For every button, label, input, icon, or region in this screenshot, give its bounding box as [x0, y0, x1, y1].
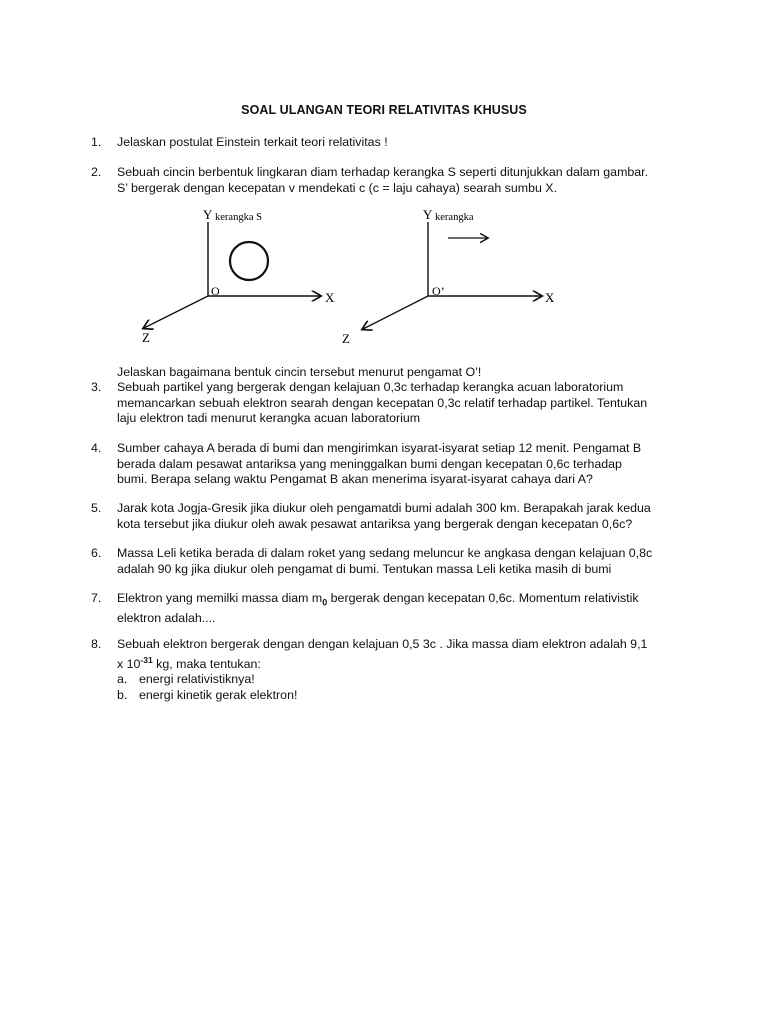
question-text-line: Jelaskan postulat Einstein terkait teori relativitas !: [117, 135, 388, 149]
question-number: 1.: [91, 135, 102, 149]
origin-label: O: [211, 284, 220, 298]
question-text-line: Jarak kota Jogja-Gresik jika diukur oleh pengamatdi bumi adalah 300 km. Berapakah jarak kedua: [117, 501, 651, 515]
y-axis-label: Y: [423, 207, 433, 222]
origin-label: O’: [432, 284, 445, 298]
question-number: 8.: [91, 637, 102, 651]
y-axis-label: Y: [203, 207, 213, 222]
question-text-line: Sebuah elektron bergerak dengan dengan kelajuan 0,5 3c . Jika massa diam elektron adalah 9,1: [117, 637, 648, 651]
question-5: [91, 501, 674, 532]
text-fragment: bergerak dengan kecepatan 0,6c. Momentum relativistik: [327, 591, 639, 605]
subitem-text: energi kinetik gerak elektron!: [139, 687, 298, 702]
question-text-line: adalah 90 kg jika diukur oleh pengamat di bumi. Tentukan massa Leli ketika masih di bumi: [117, 561, 612, 576]
subitem-text: energi relativistiknya!: [139, 672, 255, 687]
frame-label: kerangka S: [215, 212, 262, 223]
question-text-line: bumi. Berapa selang waktu Pengamat B akan menerima isyarat-isyarat cahaya dari A?: [117, 472, 593, 486]
question-number: 4.: [91, 441, 102, 455]
question-text-line: kota tersebut jika diukur oleh awak pesawat antariksa yang bergerak dengan kecepatan 0,6c?: [117, 516, 633, 531]
subitem-label: b.: [117, 687, 128, 702]
question-text-line: memancarkan sebuah elektron searah dengan kecepatan 0,3c relatif terhadap partikel. Tentukan: [117, 395, 648, 410]
question-number: 6.: [91, 546, 102, 560]
question-number: 2.: [91, 165, 102, 179]
question-text-line: [117, 591, 674, 611]
z-axis-label: Z: [142, 330, 150, 345]
x-axis-label: X: [325, 290, 335, 305]
question-8: [91, 637, 674, 703]
text-fragment: kg, maka tentukan:: [152, 656, 261, 671]
question-3: [91, 380, 674, 427]
question-text-line: Sebuah cincin berbentuk lingkaran diam terhadap kerangka S seperti ditunjukkan dalam gambar.: [117, 165, 649, 179]
question-text-line: elektron adalah....: [117, 610, 216, 625]
frame-s-diagram: [138, 205, 348, 347]
question-text-line: S’ bergerak dengan kecepatan v mendekati c (c = laju cahaya) searah sumbu X.: [117, 180, 558, 195]
frame-label: kerangka: [435, 212, 474, 223]
superscript: -31: [140, 654, 153, 665]
question-text-line: Sebuah partikel yang bergerak dengan kelajuan 0,3c terhadap kerangka acuan laboratorium: [117, 380, 624, 394]
frame-s-prime-diagram: [338, 205, 563, 347]
subitem-a: [117, 672, 674, 688]
page-title: SOAL ULANGAN TEORI RELATIVITAS KHUSUS: [241, 103, 527, 117]
question-text-line: laju elektron tadi menurut kerangka acuan laboratorium: [117, 411, 421, 425]
question-text-line: Sumber cahaya A berada di bumi dan mengirimkan isyarat-isyarat setiap 12 menit. Pengamat B: [117, 441, 642, 455]
question-number: 3.: [91, 380, 102, 394]
z-axis-label: Z: [342, 331, 350, 346]
question-2: [91, 165, 674, 196]
x-axis-label: X: [545, 290, 555, 305]
question-4: [91, 441, 674, 488]
question-6: [91, 546, 674, 577]
question-number: 5.: [91, 501, 102, 515]
question-number: 7.: [91, 591, 102, 605]
text-fragment: x 10: [117, 656, 141, 671]
z-axis: [144, 296, 208, 328]
subitem-b: [117, 688, 674, 704]
diagram-caption: Jelaskan bagaimana bentuk cincin tersebut menurut pengamat O’!: [117, 365, 482, 379]
subitem-label: a.: [117, 672, 128, 687]
ring-circle: [230, 242, 268, 280]
subscript: 0: [322, 597, 328, 608]
question-text-line: berada dalam pesawat antariksa yang meninggalkan bumi dengan kecepatan 0,6c terhadap: [117, 456, 622, 471]
question-text-line: Massa Leli ketika berada di dalam roket yang sedang meluncur ke angkasa dengan kelajuan 0,8c: [117, 546, 653, 560]
question-text-line: [117, 653, 674, 673]
z-axis: [363, 296, 428, 329]
text-fragment: Elektron yang memilki massa diam m: [117, 591, 323, 605]
question-7: [91, 591, 674, 626]
subitem-list: [117, 672, 674, 703]
question-1: [91, 135, 674, 151]
